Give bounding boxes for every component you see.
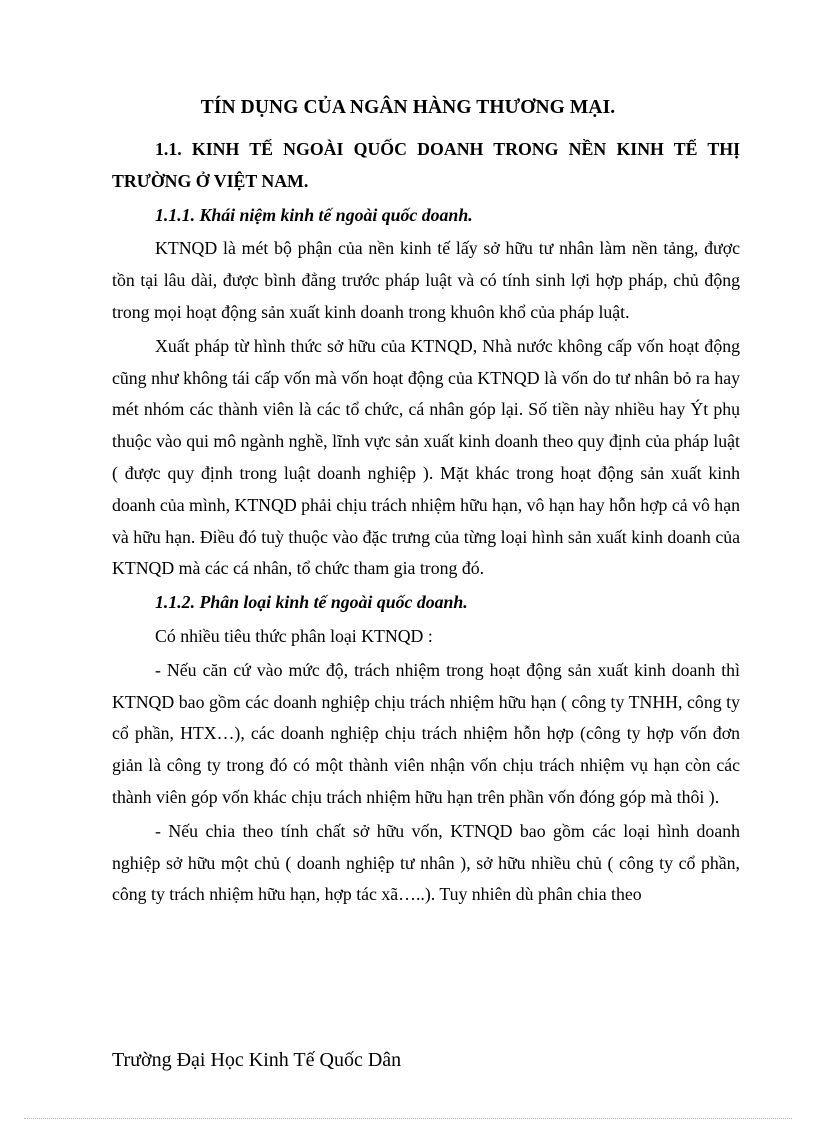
footer-divider: [24, 1118, 792, 1119]
subsection-heading-1: 1.1.1. Khái niệm kinh tế ngoài quốc doanh.: [155, 204, 473, 225]
paragraph-5: - Nếu chia theo tính chất sở hữu vốn, KTNQD bao gồm các loại hình doanh nghiệp sở hữu một chủ ( doanh nghiệp tư nhân ), sở hữu nhiều chủ ( công ty cổ phần, công ty trách nhiệm hữu hạn, hợp tác xã…..). Tuy nhiên dù phân chia theo: [112, 820, 740, 905]
section-heading: 1.1. KINH TẾ NGOÀI QUỐC DOANH TRONG NỀN KINH TẾ THỊ TRƯỜNG Ở VIỆT NAM.: [112, 139, 740, 191]
page-footer: Trường Đại Học Kinh Tế Quốc Dân: [112, 1049, 402, 1071]
paragraph-4: - Nếu căn cứ vào mức độ, trách nhiệm trong hoạt động sản xuất kinh doanh thì KTNQD bao gồm các doanh nghiệp chịu trách nhiệm hữu hạn ( công ty TNHH, công ty cổ phần, HTX…), các doanh nghiệp chịu trách nhiệm hỗn hợp (công ty hợp vốn đơn giản là công ty trong đó có một thành viên nhận vốn chịu trách nhiệm vụ hạn còn các thành viên góp vốn khác chịu trách nhiệm hữu hạn trên phần vốn đóng góp mà thôi ).: [112, 659, 740, 807]
paragraph-2: Xuất pháp từ hình thức sở hữu của KTNQD, Nhà nước không cấp vốn hoạt động cũng như không tái cấp vốn mà vốn hoạt động của KTNQD là vốn do tư nhân bỏ ra hay mét nhóm các thành viên là các tổ chức, cá nhân góp lại. Số tiền này nhiều hay Ýt phụ thuộc vào qui mô ngành nghề, lĩnh vực sản xuất kinh doanh theo quy định của pháp luật ( được quy định trong luật doanh nghiệp ). Mặt khác trong hoạt động sản xuất kinh doanh của mình, KTNQD phải chịu trách nhiệm hữu hạn, vô hạn hay hỗn hợp cả vô hạn và hữu hạn. Điều đó tuỳ thuộc vào đặc trưng của từng loại hình sản xuất kinh doanh của KTNQD mà các cá nhân, tổ chức tham gia trong đó.: [112, 335, 740, 579]
paragraph-1: KTNQD là mét bộ phận của nền kinh tế lấy sở hữu tư nhân làm nền tảng, được tồn tại lâu dài, được bình đẳng trước pháp luật và có tính sinh lợi hợp pháp, chủ động trong mọi hoạt động sản xuất kinh doanh trong khuôn khổ của pháp luật.: [112, 238, 740, 322]
subsection-heading-2: 1.1.2. Phân loại kinh tế ngoài quốc doanh.: [155, 592, 468, 613]
document-title: TÍN DỤNG CỦA NGÂN HÀNG THƯƠNG MẠI.: [200, 97, 616, 118]
document-body: [112, 134, 740, 911]
paragraph-3: Có nhiều tiêu thức phân loại KTNQD :: [155, 625, 433, 646]
